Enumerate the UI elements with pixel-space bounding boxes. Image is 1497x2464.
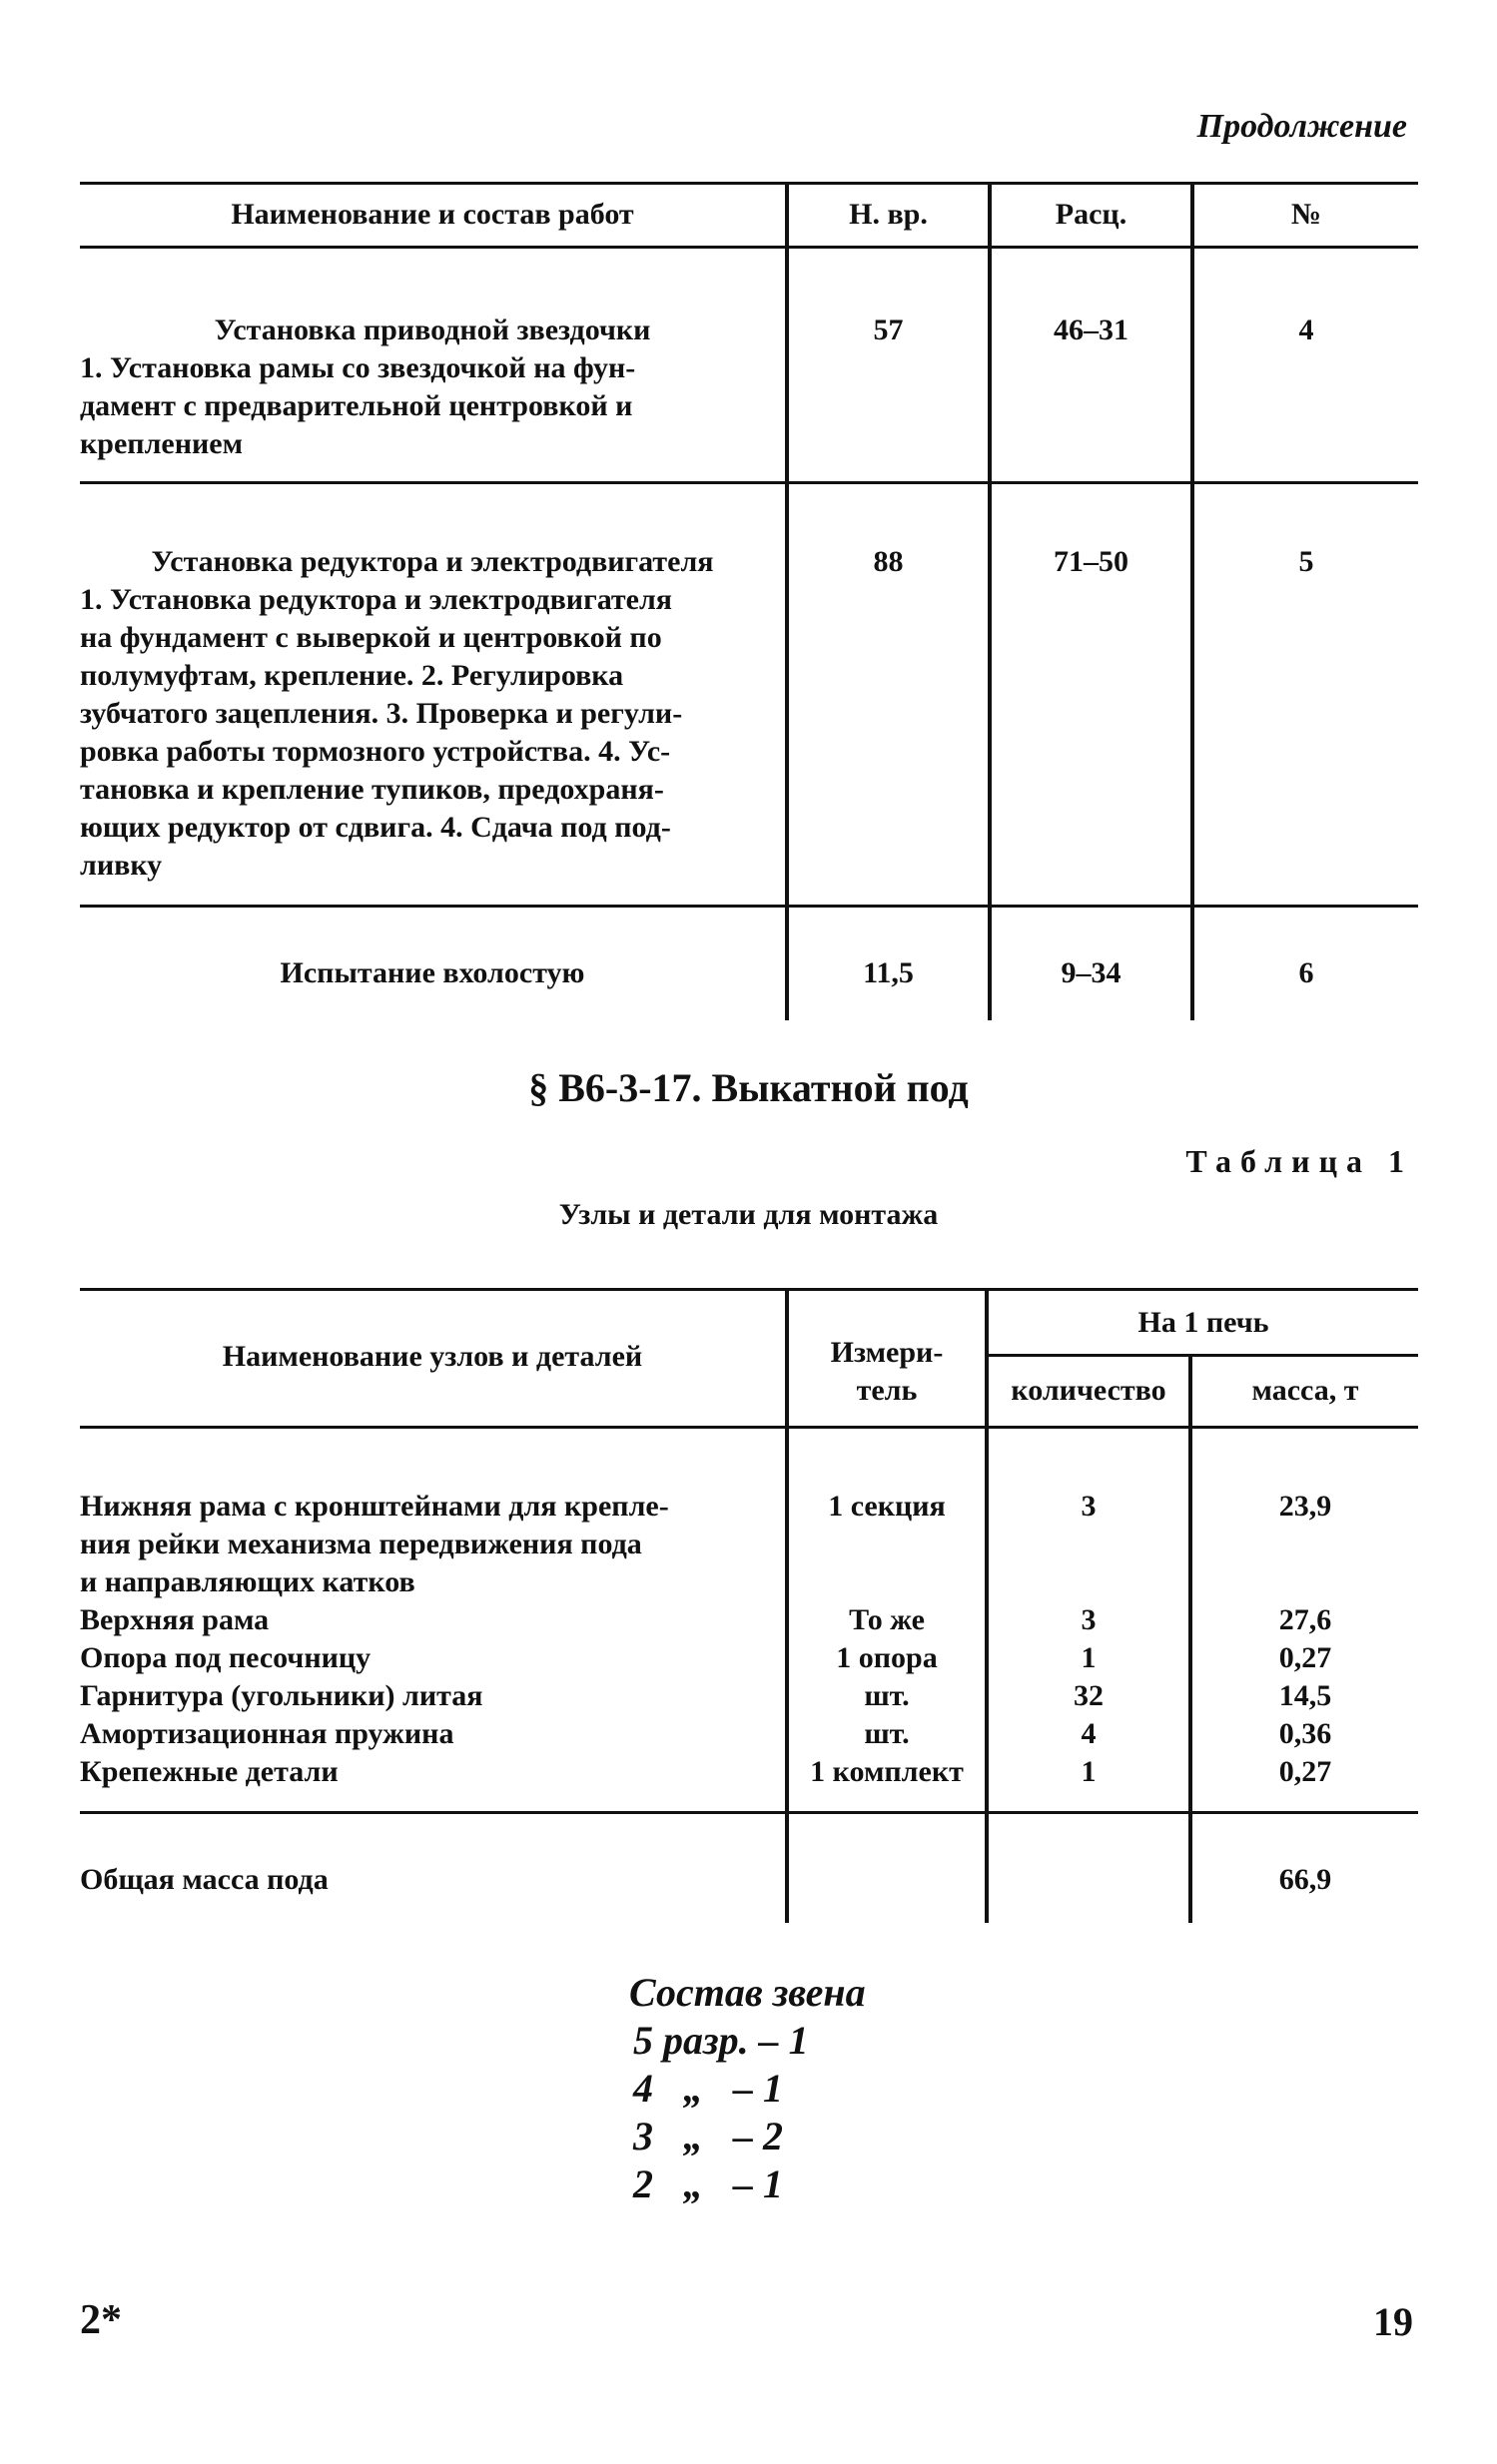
work-description: 1. Установка редуктора и электродвигателя на фундамент с выверкой и центровкой по полумуфтам, крепление. 2. Регулировка зубчатого зацепления. 3. Проверка и регули- ровка работы тормозного устройства. 4. Ус- тановка и крепление тупиков, предохраня- ющих редуктор от сдвига. 4. Сдача под под- ливку (80, 583, 683, 882)
part-unit: 1 секция (828, 1490, 946, 1523)
col-header-qty: количество (1011, 1374, 1166, 1407)
part-name: Опора под песочницу (80, 1641, 372, 1674)
col-header-group: На 1 печь (1137, 1306, 1269, 1339)
crew-title: Состав звена (629, 1970, 866, 2015)
crew-row: 3 „ – 2 (633, 2114, 783, 2158)
col-header-num: № (1290, 198, 1322, 231)
col-header-name: Наименование узлов и деталей (222, 1340, 643, 1373)
section-title: § В6-3-17. Выкатной под (528, 1065, 969, 1110)
table-rule (989, 1354, 1418, 1357)
part-name: Крепежные детали (80, 1755, 339, 1788)
part-unit: 1 опора (836, 1641, 938, 1674)
part-qty: 3 (1081, 1603, 1097, 1636)
rate-value: 71–50 (1054, 545, 1128, 578)
part-unit: То же (849, 1603, 925, 1636)
part-qty: 32 (1074, 1679, 1104, 1712)
table-rule (80, 481, 1418, 484)
part-qty: 3 (1081, 1490, 1097, 1523)
part-unit: 1 комплект (810, 1755, 964, 1788)
part-name: Гарнитура (угольники) литая (80, 1679, 483, 1712)
rate-value: 46–31 (1054, 313, 1128, 346)
part-mass: 0,36 (1278, 1717, 1332, 1750)
table-caption: Узлы и детали для монтажа (558, 1198, 939, 1231)
part-name: Нижняя рама с кронштейнами для крепле- ния рейки механизма передвижения пода и направляющих катков (80, 1490, 669, 1598)
page-number: 19 (1373, 2299, 1413, 2344)
part-unit: шт. (864, 1717, 910, 1750)
col-header-meter: Измери- тель (830, 1336, 944, 1407)
work-title: Испытание вхолостую (280, 956, 585, 989)
work-title: Установка приводной звездочки (214, 313, 651, 346)
table-rule (80, 1811, 1418, 1814)
column-rule (785, 182, 789, 1020)
rate-value: 9–34 (1061, 956, 1122, 989)
part-mass: 14,5 (1278, 1679, 1332, 1712)
signature-mark: 2* (80, 2297, 122, 2343)
crew-row: 5 разр. – 1 (633, 2018, 809, 2063)
total-label: Общая масса пода (80, 1863, 329, 1896)
norm-value: 57 (873, 313, 904, 346)
table-label: Таблица 1 (1185, 1143, 1413, 1179)
column-rule (1190, 182, 1194, 1020)
part-mass: 0,27 (1278, 1755, 1332, 1788)
work-description: 1. Установка рамы со звездочкой на фун- дамент с предварительной центровкой и креплением (80, 351, 636, 460)
part-mass: 23,9 (1278, 1490, 1332, 1523)
table-rule (80, 905, 1418, 908)
part-name: Амортизационная пружина (80, 1717, 454, 1750)
table-rule (80, 182, 1418, 185)
work-title: Установка редуктора и электродвигателя (151, 545, 714, 578)
col-header-work: Наименование и состав работ (231, 198, 634, 231)
total-mass: 66,9 (1278, 1863, 1332, 1896)
part-unit: шт. (864, 1679, 910, 1712)
part-qty: 1 (1081, 1641, 1097, 1674)
table-rule (80, 1426, 1418, 1429)
num-value: 6 (1298, 956, 1314, 989)
norm-value: 88 (873, 545, 904, 578)
crew-composition (629, 1969, 866, 2208)
norm-value: 11,5 (863, 956, 914, 989)
table-rule (80, 246, 1418, 249)
column-rule (988, 182, 992, 1020)
part-qty: 1 (1081, 1755, 1097, 1788)
col-header-mass: масса, т (1251, 1374, 1359, 1407)
col-header-norm: Н. вр. (849, 198, 928, 231)
part-qty: 4 (1081, 1717, 1097, 1750)
continuation-label: Продолжение (1196, 108, 1407, 145)
part-mass: 0,27 (1278, 1641, 1332, 1674)
part-mass: 27,6 (1278, 1603, 1332, 1636)
table-rule (80, 1288, 1418, 1291)
crew-row: 2 „ – 1 (633, 2161, 783, 2206)
col-header-rate: Расц. (1055, 198, 1127, 231)
num-value: 5 (1298, 545, 1314, 578)
part-name: Верхняя рама (80, 1603, 270, 1636)
num-value: 4 (1298, 313, 1314, 346)
crew-row: 4 „ – 1 (633, 2066, 783, 2111)
